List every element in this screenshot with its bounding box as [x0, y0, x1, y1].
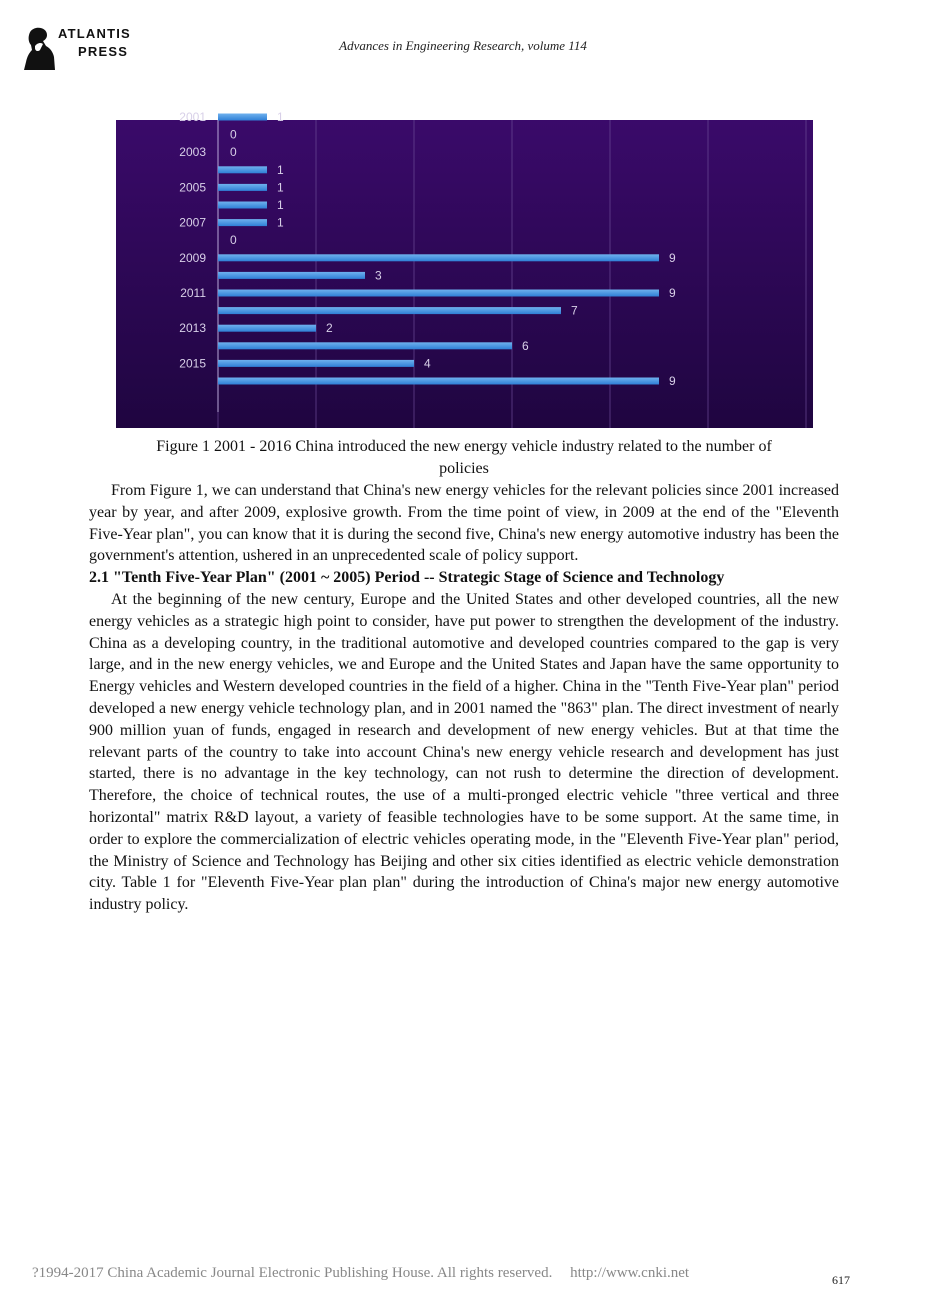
- data-label-2009: 9: [669, 250, 676, 265]
- data-label-2005: 1: [277, 180, 284, 195]
- bar-2001: [218, 114, 267, 121]
- data-label-2013: 2: [326, 321, 333, 336]
- tick-label-2007: 2007: [179, 215, 206, 230]
- bar-2011: [218, 290, 659, 297]
- paragraph-figure-discussion: From Figure 1, we can understand that China's new energy vehicles for the relevant policies since 2001 increased year by year, and after 2009, explosive growth. From the time point of view, in 2009 at the end of the "Eleventh Five-Year plan", you can know that it is during the second five, China's new energy automotive industry has been the government's attention, ushered in an unprecedented scale of policy support.: [89, 482, 840, 565]
- bar-2009: [218, 254, 659, 261]
- figure-caption: [89, 436, 839, 480]
- tick-label-2015: 2015: [179, 356, 206, 371]
- data-label-2014: 6: [522, 338, 529, 353]
- bar-2016: [218, 378, 659, 385]
- data-label-2016: 9: [669, 374, 676, 388]
- data-label-2010: 3: [375, 268, 382, 283]
- bar-2006: [218, 202, 267, 209]
- bar-2010: [218, 272, 365, 279]
- bar-2004: [218, 166, 267, 173]
- bar-2014: [218, 342, 512, 349]
- data-label-2002: 0: [230, 127, 237, 142]
- tick-label-2013: 2013: [179, 321, 206, 336]
- cnki-link[interactable]: http://www.cnki.net: [570, 1265, 690, 1281]
- tick-label-2005: 2005: [179, 180, 206, 195]
- logo-line-2: PRESS: [78, 44, 129, 59]
- bar-2007: [218, 219, 267, 226]
- data-label-2004: 1: [277, 162, 284, 177]
- bar-2012: [218, 307, 561, 314]
- copyright-text: ?1994-2017 China Academic Journal Electronic Publishing House. All rights reserved.: [32, 1265, 553, 1281]
- bar-2013: [218, 325, 316, 332]
- logo-line-1: ATLANTIS: [58, 26, 131, 41]
- policy-count-bar-chart: [116, 110, 813, 428]
- tick-label-2003: 2003: [179, 145, 206, 160]
- tick-label-2011: 2011: [180, 286, 206, 300]
- caption-line-1: Figure 1 2001 - 2016 China introduced the new energy vehicle industry related to the number of: [156, 438, 772, 455]
- tick-label-2009: 2009: [179, 250, 206, 265]
- bar-2005: [218, 184, 267, 191]
- page-number: 617: [832, 1273, 850, 1287]
- data-label-2007: 1: [277, 215, 284, 230]
- section-heading-2-1: 2.1 "Tenth Five-Year Plan" (2001 ~ 2005) Period -- Strategic Stage of Science and Technology: [89, 569, 725, 587]
- tick-label-2001: 2001: [179, 110, 206, 124]
- running-head: Advances in Engineering Research, volume 114: [339, 38, 587, 53]
- data-label-2015: 4: [424, 356, 431, 371]
- data-label-2003: 0: [230, 145, 237, 160]
- bar-2015: [218, 360, 414, 367]
- article-body: [89, 480, 839, 916]
- data-label-2001: 1: [277, 110, 284, 124]
- data-label-2008: 0: [230, 233, 237, 248]
- paragraph-tenth-five-year-plan: At the beginning of the new century, Europe and the United States and other developed countries, all the new energy vehicles as a strategic high point to consider, have put power to strengthen the development of the industry. China as a developing country, in the traditional automotive and developed countries compared to the gap is very large, and in the new energy vehicles, we and Europe and the United States and Japan have the same opportunity to Energy vehicles and Western developed countries in the field of a higher. China in the "Tenth Five-Year plan" period developed a new energy vehicle technology plan, and in 2001 named the "863" plan. The direct investment of nearly 900 million yuan of funds, engaged in research and development of new energy vehicles. But at that time the relevant parts of the country to take into account China's new energy vehicle research and development has just started, there is no advantage in the key technology, can not rush to determine the direction of development. Therefore, the choice of technical routes, the use of a multi-pronged electric vehicle "three vertical and three horizontal" matrix R&D layout, a variety of feasible technologies have to be some support. At the same time, in order to explore the commercialization of electric vehicles operating mode, in the "Eleventh Five-Year plan" period, the Ministry of Science and Technology has Beijing and other six cities identified as electric vehicle demonstration city. Table 1 for "Eleventh Five-Year plan plan" during the introduction of China's major new energy automotive industry policy.: [89, 590, 839, 914]
- data-label-2012: 7: [571, 303, 578, 318]
- data-label-2006: 1: [277, 198, 284, 212]
- data-label-2011: 9: [669, 286, 676, 300]
- caption-line-2: policies: [439, 460, 489, 477]
- copyright-footer: [32, 1265, 689, 1282]
- chart-svg: [116, 110, 813, 428]
